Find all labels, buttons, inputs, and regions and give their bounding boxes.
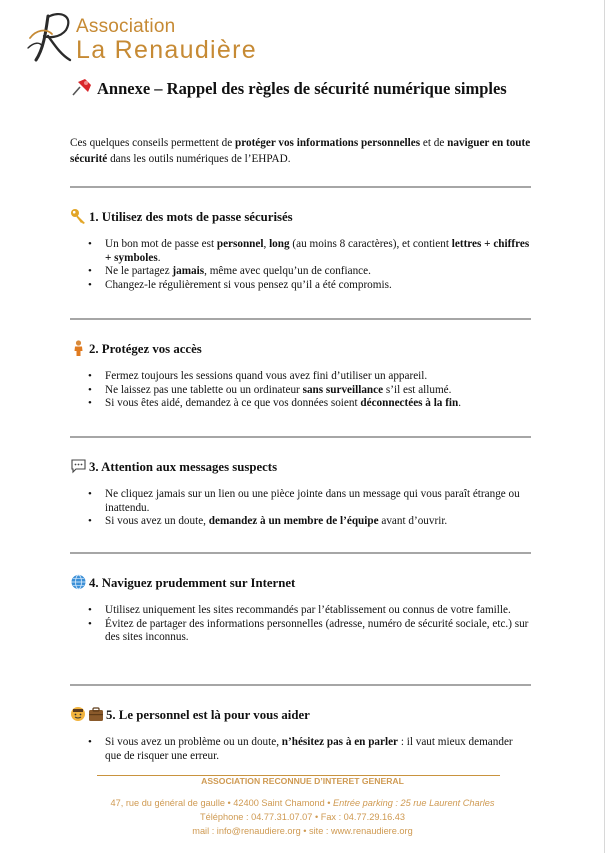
section-bullet-list [70,736,530,763]
section-heading-text: 5. Le personnel est là pour vous aider [106,708,310,722]
bullet-text-run: Évitez de partager des informations personnelles (adresse, numéro de sécurité sociale, etc.) sur des sites inconnus. [105,617,529,644]
list-item [70,488,530,515]
bullet-text-run: , même avec quelqu’un de confiance. [204,265,371,278]
section-bullet-list [70,604,530,645]
bullet-text-run: (au moins 8 caractères), et contient [289,238,452,250]
list-item [70,515,530,529]
logo-text-association: Association [76,16,176,37]
section-heading [70,340,530,357]
bullet-text-run: lettres + chiffres + symboles [105,238,530,264]
intro-text-run: et de [420,137,448,149]
footer-address-text: 47, rue du général de gaulle • 42400 Saint Chamond • [110,798,334,808]
list-item [70,618,530,645]
section-bullet-list [70,488,530,529]
section-heading-text: 2. Protégez vos accès [89,342,202,356]
bullet-text-run: demandez à un membre de l’équipe [208,515,379,528]
list-item [70,736,530,763]
section-bullet-list [70,370,530,411]
bullet-text-run: personnel [216,238,264,250]
list-item [70,384,530,398]
section-heading [70,458,530,475]
intro-text-run: dans les outils numériques de l’EHPAD. [107,152,291,165]
intro-text-run: Ces quelques conseils permettent de [70,137,235,149]
bullet-text-run: sans surveillance [302,383,384,396]
bullet-text-run: Ne laissez pas une tablette ou un ordinateur [105,383,303,396]
logo-text-name: La Renaudière [76,36,257,64]
section-heading-text: 4. Naviguez prudemment sur Internet [89,576,296,590]
section-heading-text: 3. Attention aux messages suspects [89,460,278,474]
bullet-text-run: : il vaut mieux demander que de risquer une erreur. [105,736,513,762]
footer-association-status: ASSOCIATION RECONNUE D’INTERET GENERAL [201,776,404,786]
list-item [70,279,530,293]
section-divider [70,186,531,188]
footer-phone: Téléphone : 04.77.31.07.07 • Fax : 04.77.29.16.43 [200,812,405,822]
bullet-text-run: . [157,251,161,264]
bullet-text-run: Ne le partagez [105,265,173,278]
section-heading [70,706,530,723]
intro-text-run: naviguer en toute sécurité [70,137,531,165]
section-heading [70,208,530,225]
bullet-text-run: avant d’ouvrir. [378,515,448,528]
staff-icon [70,706,104,722]
person-icon [70,340,87,356]
bullet-text-run: jamais [172,265,205,278]
section-heading-text: 1. Utilisez des mots de passe sécurisés [89,210,293,224]
bullet-text-run: Fermez toujours les sessions quand vous avez fini d’utiliser un appareil. [105,370,428,382]
pushpin-icon [70,78,92,96]
bullet-text-run: , [263,238,270,250]
bullet-text-run: Un bon mot de passe est [105,238,217,250]
key-icon [70,208,87,224]
bullet-text-run: Changez-le régulièrement si vous pensez qu’il a été compromis. [105,278,392,291]
section-heading [70,574,530,591]
document-title [70,77,530,100]
logo-r-monogram-icon [26,8,76,66]
globe-icon [70,574,87,590]
bullet-text-run: n’hésitez pas à en parler [281,736,399,748]
bullet-text-run: Si vous avez un problème ou un doute, [105,736,282,748]
list-item [70,238,530,265]
footer-contact: mail : info@renaudiere.org • site : www.renaudiere.org [192,826,413,836]
document-title-text: Annexe – Rappel des règles de sécurité numérique simples [97,79,507,98]
bullet-text-run: long [269,238,290,250]
section-divider [70,436,531,438]
list-item [70,370,530,384]
bullet-text-run: Si vous avez un doute, [105,515,209,528]
bullet-text-run: Ne cliquez jamais sur un lien ou une pièce jointe dans un message qui vous paraît étrange ou inattendu. [105,488,520,514]
list-item [70,397,530,411]
bullet-text-run: . [458,397,462,410]
bullet-text-run: Si vous êtes aidé, demandez à ce que vos données soient [105,397,361,410]
section-divider [70,552,531,554]
bullet-text-run: déconnectées à la fin [360,397,459,410]
bullet-text-run: Utilisez uniquement les sites recommandés par l’établissement ou connus de votre famille. [105,604,511,616]
footer-parking-text: Entrée parking : 25 rue Laurent Charles [333,798,495,808]
footer-address [40,798,565,808]
bullet-text-run: s’il est allumé. [383,383,452,396]
section-bullet-list [70,238,530,292]
speech-bubble-icon [70,458,87,474]
list-item [70,604,530,618]
intro-paragraph [70,136,532,167]
intro-text-run: protéger vos informations personnelles [234,137,421,149]
association-logo [26,8,316,68]
list-item [70,265,530,279]
section-divider [70,318,531,320]
section-divider [70,684,531,686]
